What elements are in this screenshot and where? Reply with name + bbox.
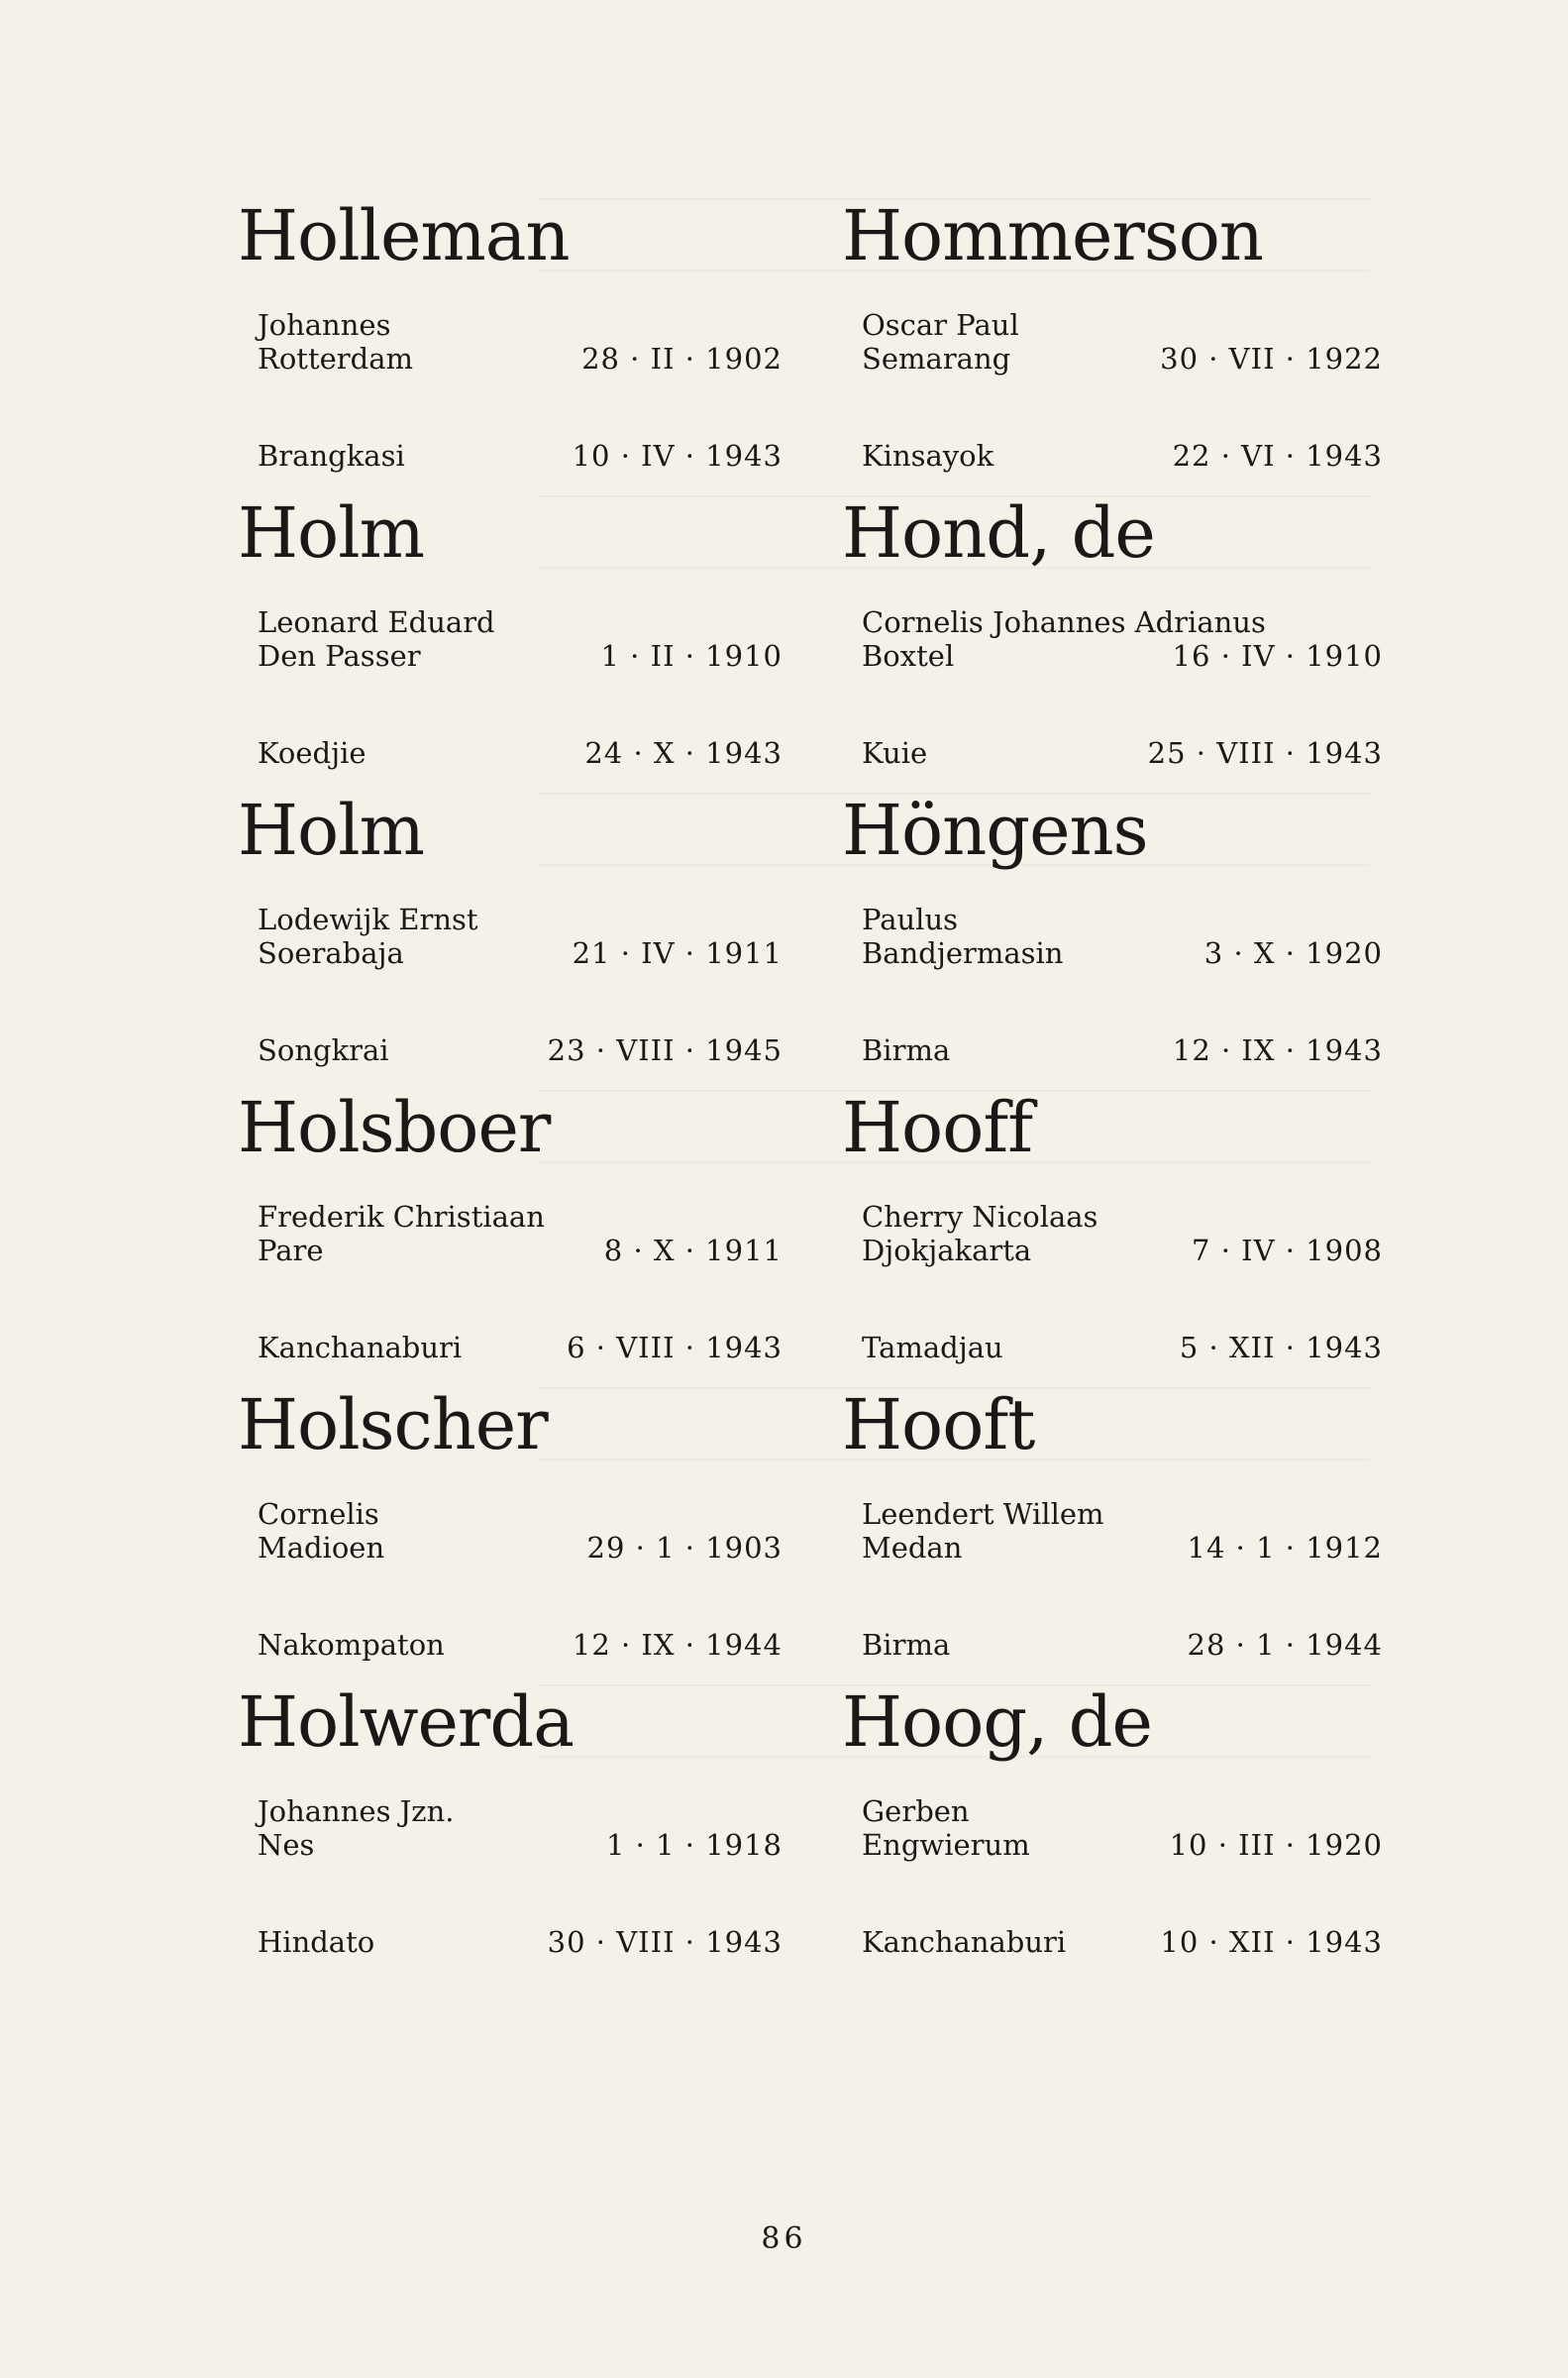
left-column <box>236 196 790 1980</box>
birth-date: 1 · 1 · 1918 <box>605 1828 783 1862</box>
birth-date: 14 · 1 · 1912 <box>1187 1531 1383 1565</box>
register-entry <box>236 1682 790 1980</box>
death-place: Koedjie <box>258 736 366 770</box>
death-place: Birma <box>862 1628 951 1662</box>
death-place: Kuie <box>862 736 928 770</box>
birth-place: Medan <box>862 1531 963 1565</box>
death-place: Tamadjau <box>862 1331 1003 1364</box>
birth-place: Engwierum <box>862 1828 1030 1862</box>
birth-date: 30 · VII · 1922 <box>1160 342 1383 376</box>
death-date: 12 · IX · 1944 <box>572 1628 783 1662</box>
surname: Höngens <box>842 790 1148 871</box>
surname: Hommerson <box>842 195 1263 276</box>
given-names: Johannes Jzn. <box>258 1794 455 1828</box>
birth-place: Djokjakarta <box>862 1234 1032 1267</box>
birth-date: 7 · IV · 1908 <box>1192 1234 1383 1267</box>
register-entry <box>840 493 1395 791</box>
surname: Holm <box>238 790 424 871</box>
given-names: Lodewijk Ernst <box>258 903 478 936</box>
given-names: Cherry Nicolaas <box>862 1200 1098 1234</box>
birth-place: Pare <box>258 1234 324 1267</box>
birth-date: 3 · X · 1920 <box>1203 936 1383 970</box>
death-date: 12 · IX · 1943 <box>1172 1033 1383 1067</box>
right-column <box>840 196 1395 1980</box>
death-place: Hindato <box>258 1925 375 1959</box>
given-names: Leonard Eduard <box>258 605 495 639</box>
given-names: Cornelis Johannes Adrianus <box>862 605 1266 639</box>
register-entry <box>236 1088 790 1385</box>
register-entry <box>840 1682 1395 1980</box>
death-place: Kanchanaburi <box>862 1925 1067 1959</box>
given-names: Leendert Willem <box>862 1497 1104 1531</box>
register-entry <box>840 1385 1395 1682</box>
register-entry <box>236 493 790 791</box>
surname: Holsboer <box>238 1087 551 1168</box>
register-entry <box>840 196 1395 493</box>
register-entry <box>236 791 790 1088</box>
death-place: Kinsayok <box>862 439 994 473</box>
birth-place: Den Passer <box>258 639 421 673</box>
surname: Hond, de <box>842 492 1155 574</box>
surname: Hooff <box>842 1087 1033 1168</box>
surname: Holwerda <box>238 1681 574 1763</box>
death-place: Songkrai <box>258 1033 389 1067</box>
birth-place: Rotterdam <box>258 342 413 376</box>
birth-place: Madioen <box>258 1531 385 1565</box>
register-entry <box>236 196 790 493</box>
given-names: Oscar Paul <box>862 308 1019 342</box>
birth-place: Boxtel <box>862 639 955 673</box>
death-place: Kanchanaburi <box>258 1331 463 1364</box>
birth-date: 10 · III · 1920 <box>1169 1828 1383 1862</box>
birth-place: Soerabaja <box>258 936 404 970</box>
death-date: 23 · VIII · 1945 <box>547 1033 783 1067</box>
birth-date: 29 · 1 · 1903 <box>586 1531 783 1565</box>
birth-date: 28 · II · 1902 <box>581 342 783 376</box>
birth-place: Nes <box>258 1828 315 1862</box>
surname: Holleman <box>238 195 570 276</box>
birth-date: 21 · IV · 1911 <box>572 936 783 970</box>
death-date: 25 · VIII · 1943 <box>1147 736 1383 770</box>
death-date: 5 · XII · 1943 <box>1179 1331 1383 1364</box>
death-date: 30 · VIII · 1943 <box>547 1925 783 1959</box>
birth-date: 16 · IV · 1910 <box>1172 639 1383 673</box>
birth-date: 1 · II · 1910 <box>600 639 783 673</box>
birth-place: Bandjermasin <box>862 936 1064 970</box>
register-entry <box>840 791 1395 1088</box>
death-date: 10 · IV · 1943 <box>572 439 783 473</box>
surname: Holm <box>238 492 424 574</box>
page-number: 86 <box>761 2221 807 2256</box>
given-names: Johannes <box>258 308 391 342</box>
given-names: Frederik Christiaan <box>258 1200 545 1234</box>
given-names: Gerben <box>862 1794 970 1828</box>
surname: Hoog, de <box>842 1681 1152 1763</box>
death-date: 6 · VIII · 1943 <box>567 1331 783 1364</box>
death-date: 24 · X · 1943 <box>584 736 783 770</box>
death-date: 10 · XII · 1943 <box>1160 1925 1383 1959</box>
death-place: Birma <box>862 1033 951 1067</box>
birth-date: 8 · X · 1911 <box>603 1234 783 1267</box>
birth-place: Semarang <box>862 342 1011 376</box>
death-place: Nakompaton <box>258 1628 445 1662</box>
register-entry <box>840 1088 1395 1385</box>
given-names: Cornelis <box>258 1497 379 1531</box>
death-date: 22 · VI · 1943 <box>1172 439 1383 473</box>
death-place: Brangkasi <box>258 439 405 473</box>
given-names: Paulus <box>862 903 959 936</box>
register-entry <box>236 1385 790 1682</box>
surname: Holscher <box>238 1384 548 1465</box>
death-date: 28 · 1 · 1944 <box>1187 1628 1383 1662</box>
surname: Hooft <box>842 1384 1035 1465</box>
